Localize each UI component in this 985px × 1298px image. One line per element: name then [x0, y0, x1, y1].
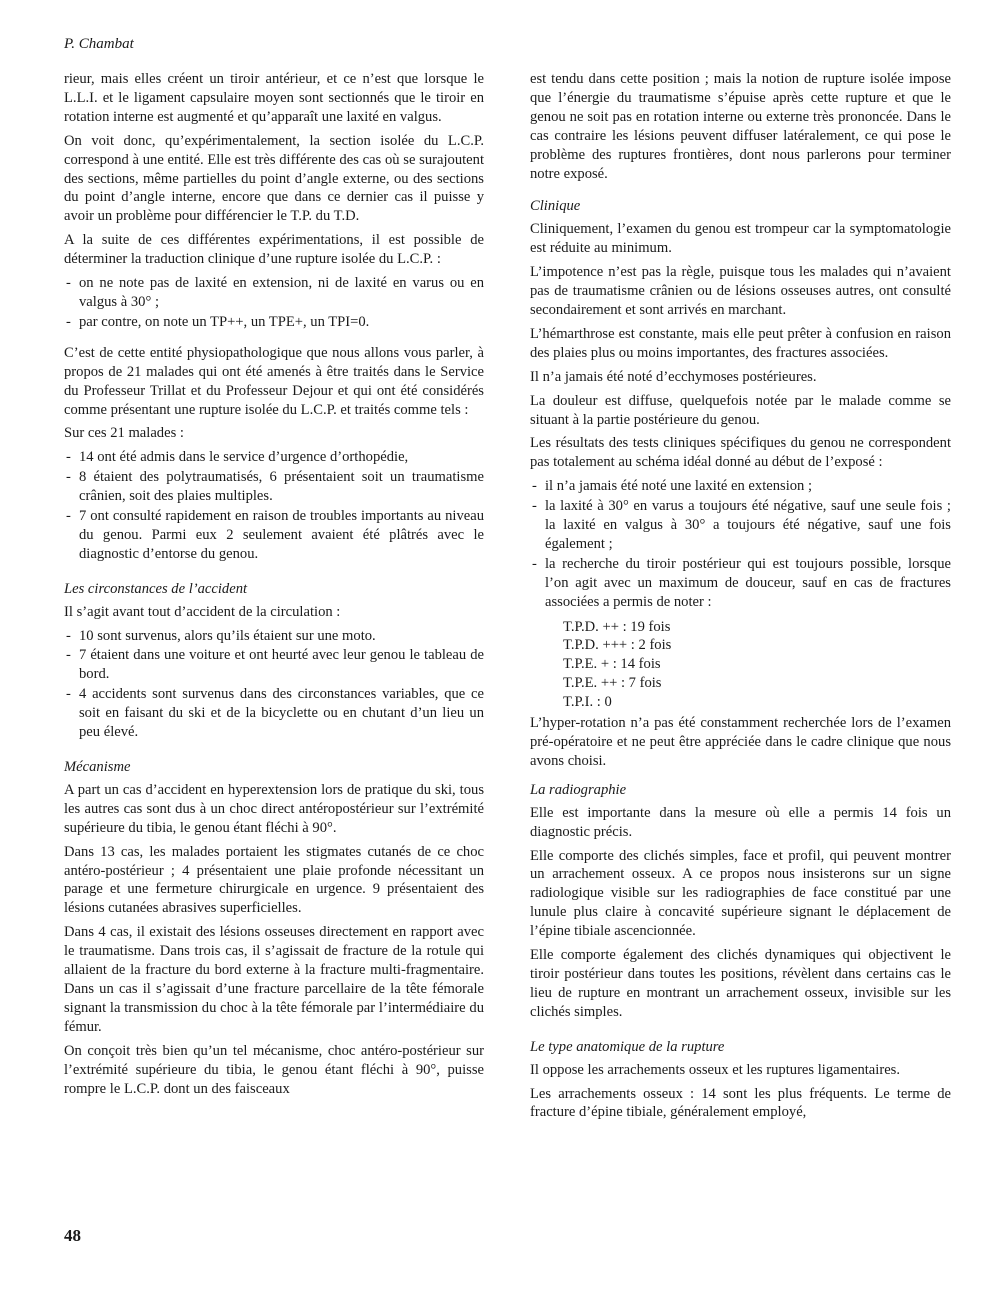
paragraph: Il oppose les arrachements osseux et les ruptures ligamentaires.: [530, 1061, 900, 1078]
paragraph: On voit donc, qu’expérimentalement, la section isolée du L.C.P. correspond à une entité. Elle est très différente des cas où se surajoutent des sections, même partielles du point d’angle externe, ou des sections du point d’angle interne, encore que dans ce dernier cas il puisse y avoir un problème pour différencier le T.P. du T.D.: [64, 132, 484, 225]
test-result: T.P.E. + : 14 fois: [563, 656, 661, 673]
page-number: 48: [64, 1226, 81, 1245]
paragraph: Il s’agit avant tout d’accident de la circulation :: [64, 603, 341, 620]
test-result: T.P.D. +++ : 2 fois: [563, 637, 672, 654]
test-result: T.P.E. ++ : 7 fois: [563, 675, 662, 692]
list-item: - la laxité à 30° en varus a toujours été négative, sauf une seule fois ; la laxité en valgus à 30° a toujours été négative, sauf une fois également ;: [530, 497, 951, 554]
list-item: - par contre, on note un TP++, un TPE+, un TPI=0.: [64, 313, 484, 332]
paragraph: Dans 13 cas, les malades portaient les stigmates cutanés de ce choc antéro-postérieur ; 4 présentaient une plaie profonde nécessitant un parage et une fermeture chirurgicale en urgence. 9 présentaient des lésions cutanées abrasives superficielles.: [64, 843, 484, 917]
section-heading-mecanisme: Mécanisme: [64, 759, 131, 775]
section-heading-clinique: Clinique: [530, 198, 581, 215]
section-heading-radiographie: La radiographie: [530, 781, 627, 798]
list-item: - on ne note pas de laxité en extension, ni de laxité en varus ou en valgus à 30° ;: [64, 274, 484, 312]
paragraph: Il n’a jamais été noté d’ecchymoses postérieures.: [530, 368, 817, 385]
bullet-list: [64, 448, 484, 563]
bullet-list: [64, 627, 484, 742]
test-result: T.P.D. ++ : 19 fois: [563, 618, 671, 635]
paragraph: La douleur est diffuse, quelquefois notée par le malade comme se situant à la partie postérieure du genou.: [530, 392, 951, 428]
list-item: - 10 sont survenus, alors qu’ils étaient sur une moto.: [64, 627, 484, 646]
paragraph: A part un cas d’accident en hyperextension lors de pratique du ski, tous les autres cas sont dus à un choc direct antéropostérieur sur l’extrémité supérieure du tibia, le genou étant fléchi à 90°.: [64, 781, 484, 836]
left-column: [64, 70, 484, 1103]
paragraph: L’impotence n’est pas la règle, puisque tous les malades qui n’avaient pas de traumatisme crânien ou de lésions osseuses autres, ont consulté secondairement et sont arrivés en marchant.: [530, 264, 951, 318]
section-heading-circonstances: Les circonstances de l’accident: [64, 580, 248, 597]
paragraph: A la suite de ces différentes expérimentations, il est possible de déterminer la traduction clinique d’une rupture isolée du L.C.P. :: [64, 232, 484, 268]
paragraph: On conçoit très bien qu’un tel mécanisme, choc antéro-postérieur sur l’extrémité supérieure du tibia, le genou étant fléchi à 90°, puisse rompre le L.C.P. dont un des faisceaux: [64, 1042, 484, 1097]
paragraph: L’hyper-rotation n’a pas été constamment recherchée lors de l’examen pré-opératoire et ne peut être appréciée dans le cadre clinique que nous avons choisi.: [530, 715, 951, 769]
paragraph: C’est de cette entité physiopathologique que nous allons vous parler, à propos de 21 malades qui ont été amenés à être traités dans le Service du Professeur Trillat et du Professeur Dejour et qui ont été considérés comme présentant une rupture isolée du L.C.P. et traités comme tels :: [64, 344, 484, 418]
list-item: - 7 étaient dans une voiture et ont heurté avec leur genou le tableau de bord.: [64, 646, 484, 684]
list-item: - 14 ont été admis dans le service d’urgence d’orthopédie,: [64, 448, 484, 467]
paragraph: Les arrachements osseux : 14 sont les plus fréquents. Le terme de fracture d’épine tibiale, généralement employé,: [530, 1085, 951, 1121]
bullet-list: [530, 477, 951, 611]
paragraph: Les résultats des tests cliniques spécifiques du genou ne correspondent pas totalement au schéma idéal donné au début de l’exposé :: [530, 435, 951, 471]
paragraph: Elle est importante dans la mesure où elle a permis 14 fois un diagnostic précis.: [530, 804, 951, 840]
section-heading-type-anatomique: Le type anatomique de la rupture: [530, 1038, 725, 1055]
paragraph: Sur ces 21 malades :: [64, 425, 184, 442]
paragraph: L’hémarthrose est constante, mais elle peut prêter à confusion en raison des plaies plus ou moins importantes, des fractures associées.: [530, 325, 951, 361]
paragraph: Elle comporte également des clichés dynamiques qui objectivent le tiroir postérieur dans toutes les positions, révèlent dans certains cas le lieu de rupture en montrant un arrachement osseux, invisible sur les clichés simples.: [530, 947, 951, 1020]
right-column: [530, 70, 951, 1127]
paragraph: Cliniquement, l’examen du genou est trompeur car la symptomatologie est réduite au minimum.: [530, 221, 951, 257]
paragraph: rieur, mais elles créent un tiroir antérieur, et ce n’est que lorsque le L.L.I. et le ligament capsulaire moyen sont sectionnés que le tiroir en rotation interne est augmenté et qu’apparaît une laxité en valgus.: [64, 71, 484, 125]
list-item: - il n’a jamais été noté une laxité en extension ;: [530, 477, 951, 496]
list-item: - 4 accidents sont survenus dans des circonstances variables, que ce soit en faisant du ski et de la bicyclette ou en chutant d’un lieu un peu élevé.: [64, 685, 484, 742]
running-header-author: P. Chambat: [64, 36, 134, 52]
list-item: - 8 étaient des polytraumatisés, 6 présentaient soit un traumatisme crânien, soit des plaies multiples.: [64, 468, 484, 506]
list-item: - la recherche du tiroir postérieur qui est toujours possible, lorsque l’on agit avec un maximum de douceur, sauf en cas de fractures associées a permis de noter :: [530, 555, 951, 612]
paragraph: est tendu dans cette position ; mais la notion de rupture isolée impose que l’énergie du traumatisme s’épuise après cette rupture et que le genou ne soit pas en rotation interne ou externe très prononcée. Dans le cas contraire les lésions peuvent diffuser latéralement, ce qui pose le problème des ruptures frontières, dont nous parlerons pour terminer notre exposé.: [530, 71, 951, 182]
paragraph: Elle comporte des clichés simples, face et profil, qui peuvent montrer un arrachement osseux. A ce propos nous insisterons sur un signe radiologique visible sur les radiographies de face constitué par une lunule plus claire à concavité supérieure signant le déplacement de l’épine tibiale ascencionnée.: [530, 847, 951, 940]
bullet-list: [64, 274, 484, 332]
test-result: T.P.I. : 0: [563, 694, 612, 711]
test-results-list: [530, 618, 951, 713]
paragraph: Dans 4 cas, il existait des lésions osseuses directement en rapport avec le traumatisme. Dans trois cas, il s’agissait de fracture de la rotule qui allaient de la fracture du bord externe à la fracture multi-fragmentaire. Dans un cas il s’agissait d’une fracture parcellaire de la tête fémorale signant la transmission du choc à la tête fémorale par l’intermédiaire du fémur.: [64, 924, 484, 1035]
list-item: - 7 ont consulté rapidement en raison de troubles importants au niveau du genou. Parmi eux 2 seulement avaient été plâtrés avec le diagnostic d’entorse du genou.: [64, 507, 484, 564]
